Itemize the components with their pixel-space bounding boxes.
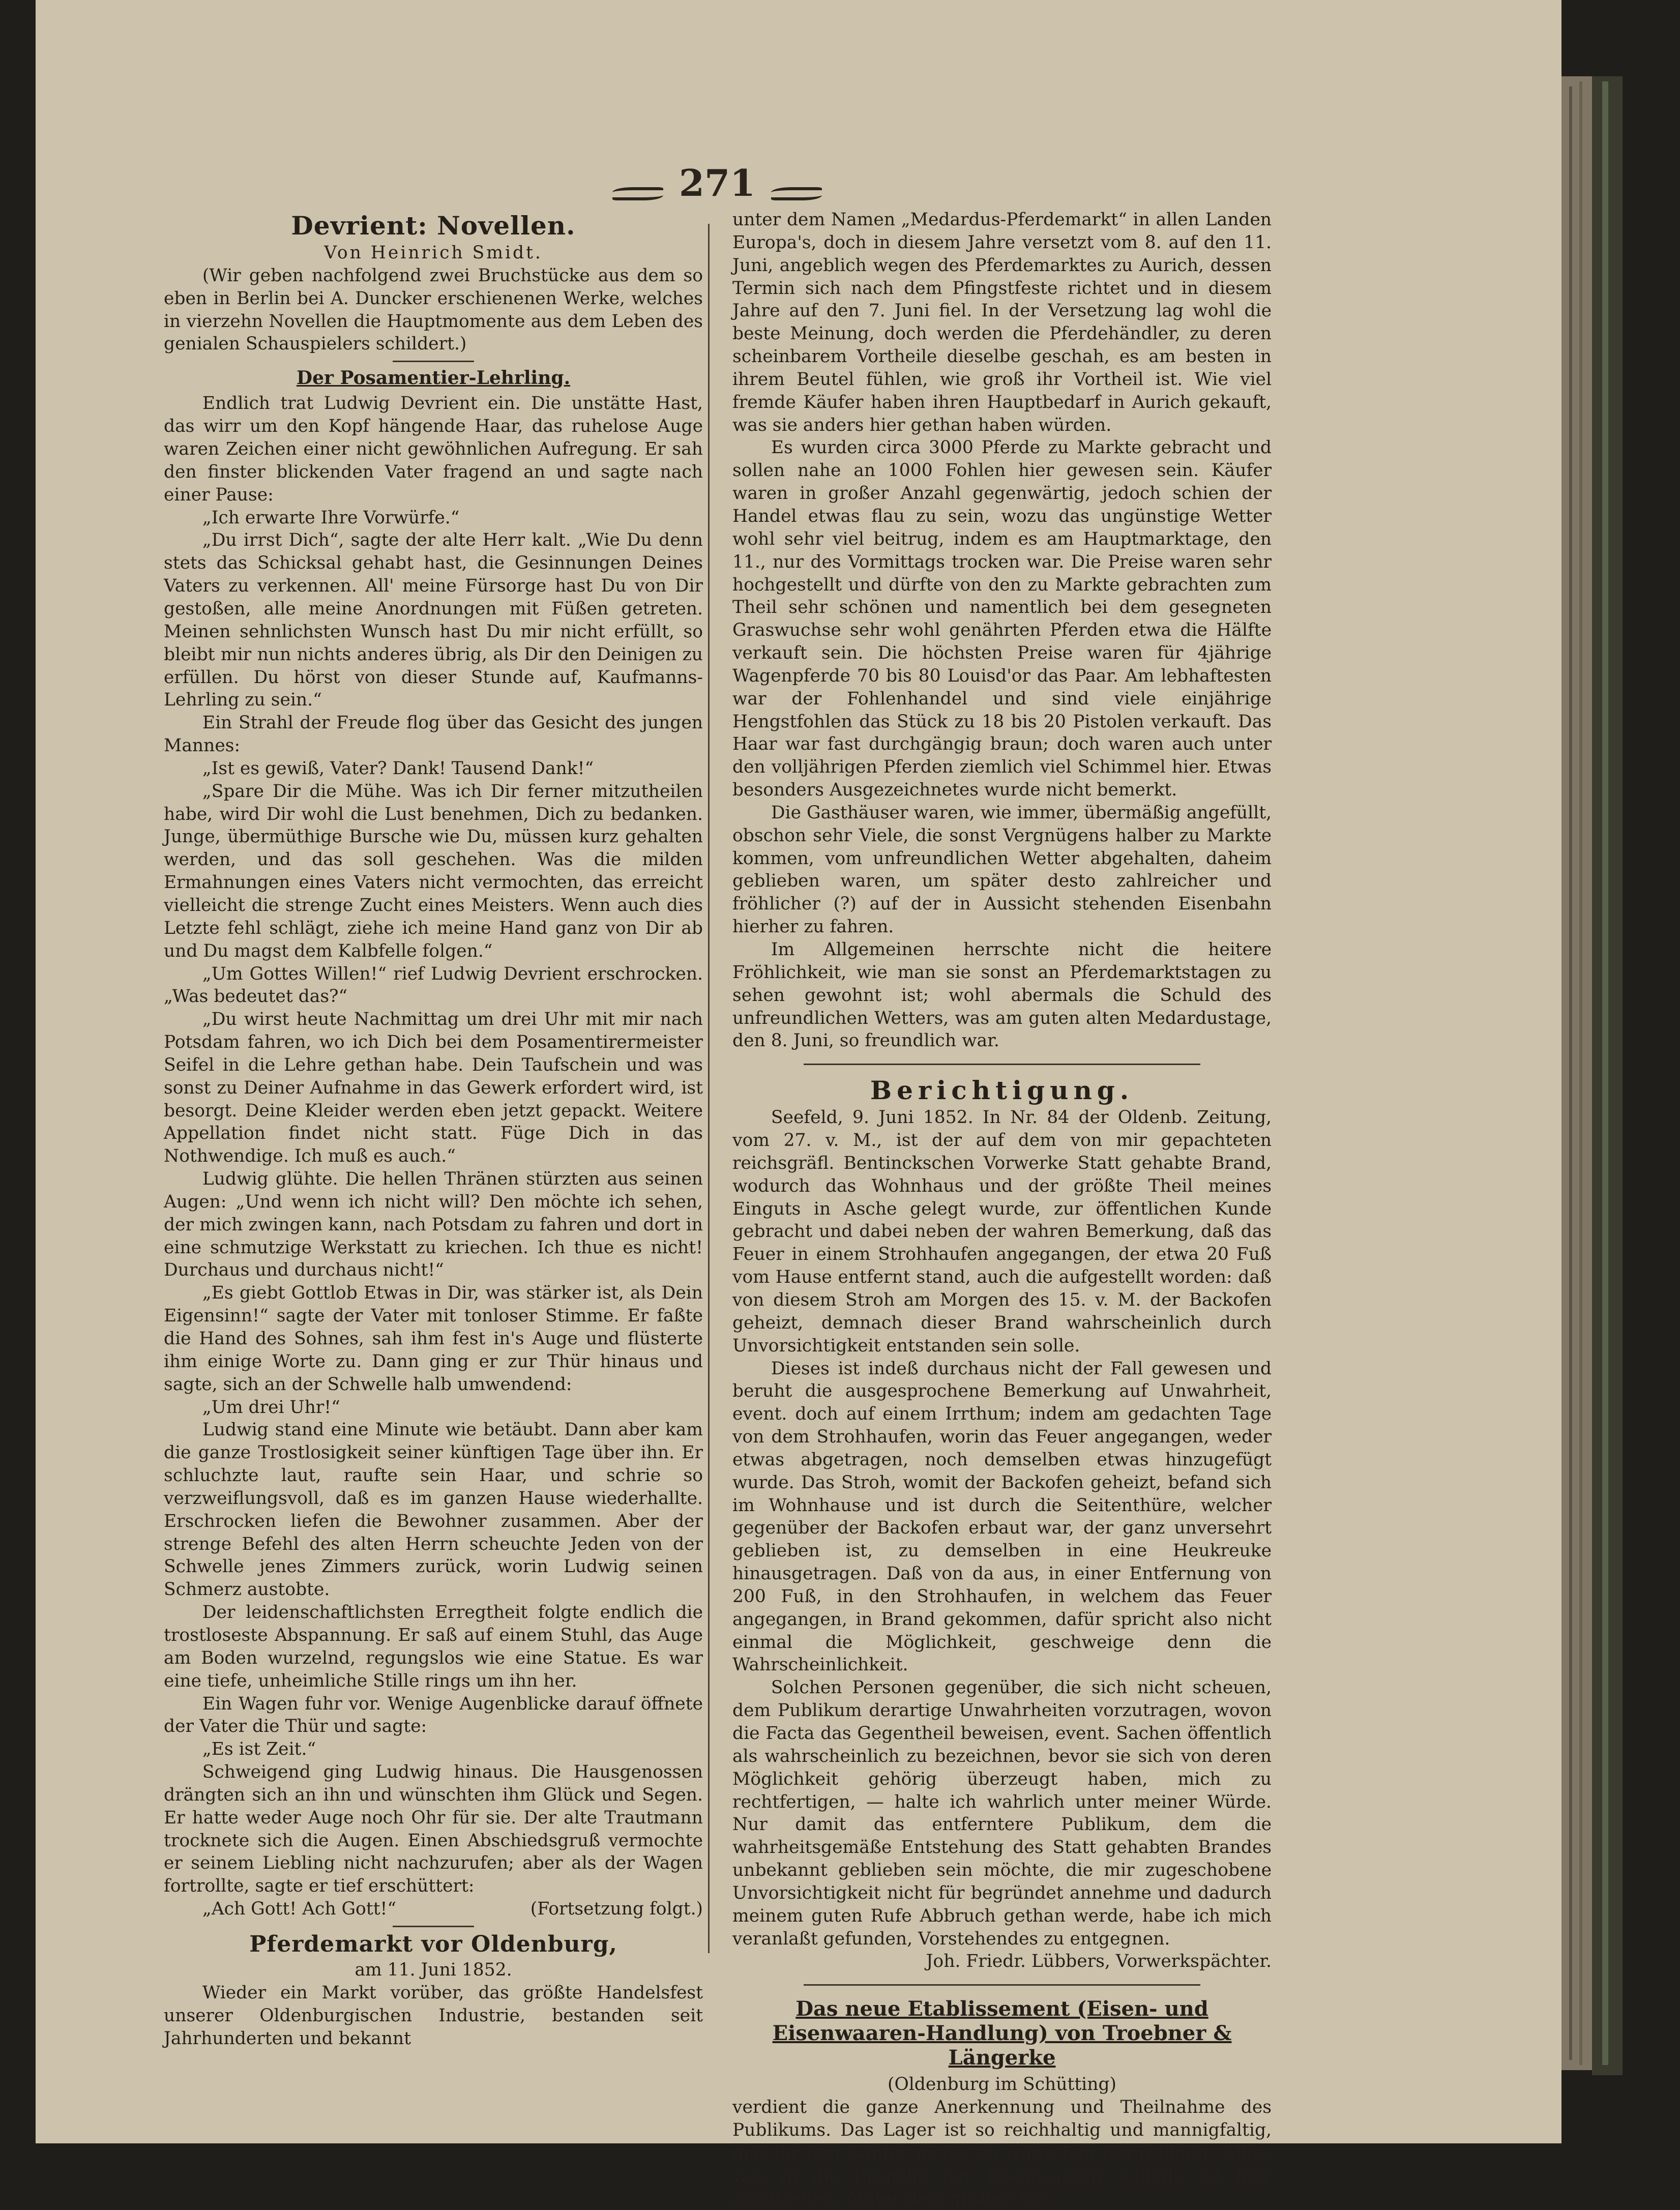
- paragraph: Ein Wagen fuhr vor. Wenige Augenblicke darauf öffnete der Vater die Thür und sagte:: [164, 1693, 703, 1737]
- column-divider: [708, 224, 710, 1953]
- correction-paragraph: Dieses ist indeß durchaus nicht der Fall gewesen und beruht die ausgesprochene Bemerkung auf Unwahrheit, event. doch auf einem Irrthum; indem am gedachten Tage von dem Strohhaufen, worin das Feuer angegangen, weder etwas abgetragen, noch demselben etwas hinzugefügt wurde. Das Stroh, womit der Backofen geheizt, befand sich im Wohnhause und ist durch die Seitenthüre, welcher gegenüber der Backofen erbaut war, der ganz unversehrt geblieben ist, zu demselben in eine Heukreuke hinausgetragen. Daß von da aus, in einer Entfernung von 200 Fuß, in den Strohhaufen, in welchem das Feuer angegangen, in Brand gekommen, dafür spricht also nicht einmal die Möglichkeit, geschweige denn die Wahrscheinlichkeit.: [732, 1358, 1272, 1675]
- short-rule: [393, 361, 474, 362]
- paragraph: „Du irrst Dich“, sagte der alte Herr kalt. „Wie Du denn stets das Schicksal gehabt hast, die Gesinnungen Deines Vaters zu verkennen. All' meine Fürsorge hast Du von Dir gestoßen, alle meine Anordnungen mit Füßen getreten. Meinen sehnlichsten Wunsch hast Du mir nicht erfüllt, so bleibt mir nun nichts anderes übrig, als Dir den Deinigen zu erfüllen. Du hörst von dieser Stunde auf, Kaufmanns-Lehrling zu sein.“: [164, 530, 703, 711]
- correction-paragraph: Solchen Personen gegenüber, die sich nicht scheuen, dem Publikum derartige Unwahrheiten vorzutragen, wovon die Facta das Gegentheil beweisen, event. Sachen öffentlich als wahrscheinlich zu bezeichnen, bevor sie sich von deren Möglichkeit gehörig überzeugt haben, mich zu rechtfertigen, — halte ich wahrlich unter meiner Würde. Nur damit das entferntere Publikum, dem die wahrheitsgemäße Entstehung des Statt gehabten Brandes unbekannt geblieben sein möchte, die mir zugeschobene Unvorsichtigkeit nicht für begründet annehme und dadurch meinem guten Rufe Abbruch gethan werde, habe ich mich veranlaßt gefunden, Vorstehendes zu entgegnen.: [732, 1677, 1272, 1949]
- paragraph: „Ist es gewiß, Vater? Dank! Tausend Dank!“: [202, 758, 594, 779]
- market-paragraph: Es wurden circa 3000 Pferde zu Markte gebracht und sollen nahe an 1000 Fohlen hier gewesen sein. Käufer waren in großer Anzahl gegenwärtig, jedoch schien der Handel etwas flau zu sein, wozu das ungünstige Wetter wohl sehr viel beitrug, indem es am Hauptmarktage, den 11., nur des Vormittags trocken war. Die Preise waren sehr hochgestellt und dürfte von den zu Markte gebrachten zum Theil sehr schönen und namentlich bei dem gesegneten Graswuchse sehr wohl genährten Pferden etwa die Hälfte verkauft sein. Die höchsten Preise waren für 4jährige Wagenpferde 70 bis 80 Louisd'or das Paar. Am lebhaftesten war der Fohlenhandel und sind viele einjährige Hengstfohlen das Stück zu 18 bis 20 Pistolen verkauft. Das Haar war fast durchgängig braun; doch waren auch unter den volljährigen Pferden ziemlich viel Schimmel hier. Etwas besonders Ausgezeichnetes wurde nicht bemerkt.: [732, 437, 1272, 801]
- left-column: [164, 209, 703, 2050]
- paragraph: „Spare Dir die Mühe. Was ich Dir ferner mitzutheilen habe, wird Dir wohl die Lust benehmen, Dich zu bedanken. Junge, übermüthige Bursche wie Du, müssen kurz gehalten werden, und das soll geschehen. Was die milden Ermahnungen eines Vaters nicht vermochten, das erreicht vielleicht die strenge Zucht eines Meisters. Wenn auch dies Letzte fehl schlägt, ziehe ich meine Hand ganz von Dir ab und Du magst dem Kalbfelle folgen.“: [164, 781, 703, 961]
- novellen-title: Devrient: Novellen.: [291, 211, 576, 241]
- section-rule: [804, 1984, 1200, 1986]
- signature: Joh. Friedr. Lübbers, Vorwerkspächter.: [926, 1951, 1272, 1972]
- market-paragraph: Im Allgemeinen herrschte nicht die heitere Fröhlichkeit, wie man sie sonst an Pferdemarktstagen zu sehen gewohnt ist; wohl abermals die Schuld des unfreundlichen Wetters, was am guten alten Medardustage, den 8. Juni, so freundlich war.: [732, 939, 1272, 1051]
- paragraph: „Es giebt Gottlob Etwas in Dir, was stärker ist, als Dein Eigensinn!“ sagte der Vater mit tonloser Stimme. Er faßte die Hand des Sohnes, sah ihm fest in's Auge und flüsterte ihm einige Worte zu. Dann ging er zur Thür hinaus und sagte, sich an der Schwelle halb umwendend:: [164, 1283, 703, 1395]
- paragraph: Der leidenschaftlichsten Erregtheit folgte endlich die trostloseste Abspannung. Er saß auf einem Stuhl, das Auge am Boden wurzelnd, regungslos wie eine Statue. Es war eine tiefe, unheimliche Stille rings um ihn her.: [164, 1602, 703, 1691]
- paragraph: „Du wirst heute Nachmittag um drei Uhr mit mir nach Potsdam fahren, wo ich Dich bei dem Posamentirermeister Seifel in die Lehre gethan habe. Dein Taufschein und was sonst zu Deiner Aufnahme in das Gewerk erfordert wird, ist besorgt. Deine Kleider werden eben jetzt gepackt. Weitere Appellation findet nicht statt. Füge Dich in das Nothwendige. Ich muß es auch.“: [164, 1009, 703, 1167]
- continued-note: (Fortsetzung folgt.): [530, 1899, 703, 1920]
- ad-title: Das neue Etablissement (Eisen- und Eisenwaaren-Handlung) von Troebner & Längerke: [772, 1997, 1232, 2070]
- page-number: 271: [679, 161, 756, 204]
- paragraph: „Ich erwarte Ihre Vorwürfe.“: [202, 507, 460, 528]
- market-date: am 11. Juni 1852.: [355, 1960, 512, 1981]
- closing-line: [164, 1898, 703, 1921]
- paragraph: „Um drei Uhr!“: [202, 1397, 340, 1418]
- correction-paragraph: Seefeld, 9. Juni 1852. In Nr. 84 der Oldenb. Zeitung, vom 27. v. M., ist der auf dem von mir gepachteten reichsgräfl. Bentinckschen Vorwerke Statt gehabte Brand, wodurch das Wohnhaus und der größte Theil meines Einguts in Asche gelegt wurde, zur öffentlichen Kunde gebracht und dabei neben der wahren Bemerkung, daß das Feuer in einem Strohhaufen angegangen, der etwa 20 Fuß vom Hause entfernt stand, auch die aufgestellt worden: daß von diesem Stroh am Morgen des 15. v. M. der Backofen geheizt, demnach dieser Brand wahrscheinlich durch Unvorsichtigkeit entstanden sein solle.: [732, 1107, 1272, 1356]
- right-column: [732, 209, 1272, 2210]
- short-rule: [393, 1926, 474, 1927]
- ad-text: verdient die ganze Anerkennung und Theilnahme des Publikums. Das Lager ist so reichhaltig und mannigfaltig, daß für den Käufer nichts zu wünschen übrig bleibt. Alles, was in die Branche der Eisenwaaren schlägt, ist hier anzutreffen. Außer dem großen Vor-: [732, 2097, 1272, 2209]
- novellen-byline: Von Heinrich Smidt.: [324, 243, 543, 263]
- ad-subtitle: (Oldenburg im Schütting): [888, 2074, 1116, 2095]
- section-title: Der Posamentier-Lehrling.: [296, 367, 571, 389]
- ornament-left: [612, 187, 663, 200]
- ornament-right: [771, 187, 822, 200]
- section-rule: [804, 1064, 1200, 1065]
- market-title: Pferdemarkt vor Oldenburg,: [249, 1931, 617, 1957]
- correction-title: Berichtigung.: [870, 1075, 1134, 1106]
- paragraph: Ein Strahl der Freude flog über das Gesicht des jungen Mannes:: [164, 713, 703, 756]
- paragraph: Endlich trat Ludwig Devrient ein. Die unstätte Hast, das wirr um den Kopf hängende Haar, das ruhelose Auge waren Zeichen einer nicht gewöhnlichen Aufregung. Er sah den finster blickenden Vater fragend an und sagte nach einer Pause:: [164, 393, 703, 505]
- paragraph: Schweigend ging Ludwig hinaus. Die Hausgenossen drängten sich an ihn und wünschten ihm Glück und Segen. Er hatte weder Auge noch Ohr für sie. Der alte Trautmann trocknete sich die Augen. Einen Abschiedsgruß vermochte er seinem Liebling nicht nachzurufen; aber als der Wagen fortrollte, sagte er tief erschüttert:: [164, 1762, 703, 1897]
- market-paragraph: unter dem Namen „Medardus-Pferdemarkt“ in allen Landen Europa's, doch in diesem Jahre versetzt vom 8. auf den 11. Juni, angeblich wegen des Pferdemarktes zu Aurich, dessen Termin sich nach dem Pfingstfeste richtet und in diesem Jahre auf den 7. Juni fiel. In der Versetzung lag wohl die beste Meinung, doch werden die Pferdehändler, zu deren scheinbarem Vortheile dieselbe geschah, es am besten in ihrem Beutel fühlen, wie groß ihr Vortheil ist. Wie viel fremde Käufer haben ihren Hauptbedarf in Aurich gekauft, was sie anders hier gethan haben würden.: [732, 210, 1272, 435]
- paragraph: Ludwig stand eine Minute wie betäubt. Dann aber kam die ganze Trostlosigkeit seiner künftigen Tage über ihn. Er schluchzte laut, raufte sein Haar, und schrie so verzweiflungsvoll, daß es im ganzen Hause wiederhallte. Erschrocken liefen die Bewohner zusammen. Aber der strenge Befehl des alten Herrn scheuchte Jeden von der Schwelle jenes Zimmers zurück, worin Ludwig seinen Schmerz austobte.: [164, 1420, 703, 1600]
- market-text: Wieder ein Markt vorüber, das größte Handelsfest unserer Oldenburgischen Industrie, bestanden seit Jahrhunderten und bekannt: [164, 1983, 703, 2049]
- market-paragraph: Die Gasthäuser waren, wie immer, übermäßig angefüllt, obschon sehr Viele, die sonst Vergnügens halber zu Markte kommen, vom unfreundlichen Wetter abgehalten, daheim geblieben waren, um später desto zahlreicher und fröhlicher (?) auf der in Aussicht stehenden Eisenbahn hierher zu fahren.: [732, 802, 1272, 937]
- page-header: [590, 148, 844, 219]
- novellen-intro: (Wir geben nachfolgend zwei Bruchstücke aus dem so eben in Berlin bei A. Duncker erschienenen Werke, welches in vierzehn Novellen die Hauptmomente aus dem Leben des genialen Schauspielers schildert.): [164, 265, 703, 355]
- last-quote: „Ach Gott! Ach Gott!“: [202, 1899, 397, 1920]
- paragraph: „Um Gottes Willen!“ rief Ludwig Devrient erschrocken. „Was bedeutet das?“: [164, 963, 703, 1007]
- paragraph: Ludwig glühte. Die hellen Thränen stürzten aus seinen Augen: „Und wenn ich nicht will? Den möchte ich sehen, der mich zwingen kann, nach Potsdam zu fahren und dort in eine schmutzige Werkstatt zu kriechen. Ich thue es nicht! Durchaus und durchaus nicht!“: [164, 1169, 703, 1281]
- paragraph: „Es ist Zeit.“: [202, 1739, 316, 1760]
